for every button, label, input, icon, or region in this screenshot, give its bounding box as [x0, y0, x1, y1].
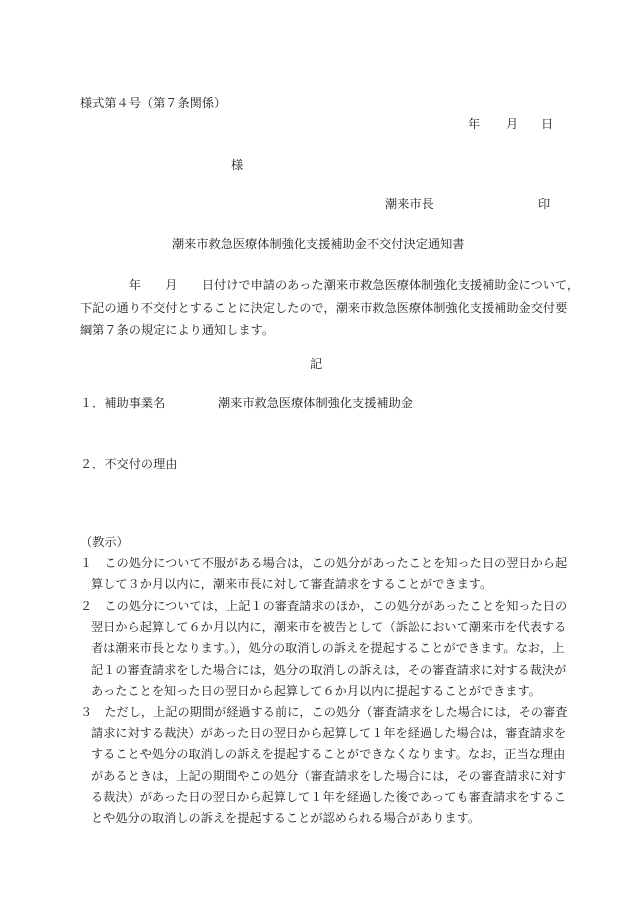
intro-line: 年 月 日付けで申請のあった潮来市救急医療体制強化支援補助金について，: [80, 278, 580, 292]
notice-line: ３ ただし，上記の期間が経過する前に，この処分（審査請求をした場合には，その審査: [80, 705, 568, 719]
notice-line: とや処分の取消しの訴えを提起することが認められる場合があります。: [91, 811, 481, 826]
notice-line: １ この処分について不服がある場合は，この処分があったことを知った日の翌日から起: [80, 556, 568, 570]
item1-value: 潮来市救急医療体制強化支援補助金: [218, 396, 413, 410]
issuer-seal: 印: [538, 197, 551, 211]
notice-line: あったことを知った日の翌日から起算して６か月以内に提起することができます。: [91, 683, 541, 698]
notice-line: ２ この処分については，上記１の審査請求のほか，この処分があったことを知った日の: [80, 599, 568, 613]
notice-line: る裁決）があった日の翌日から起算して１年を経過した後であっても審査請求をするこ: [91, 789, 567, 804]
date-day: 日: [541, 117, 554, 131]
issuer-name: 潮来市長: [385, 197, 434, 211]
notice-item-1: [80, 553, 568, 595]
notice-line: があるときは，上記の期間やこの処分（審査請求をした場合には，その審査請求に対す: [91, 768, 567, 783]
intro-line: 下記の通り不交付とすることに決定したので，潮来市救急医療体制強化支援補助金交付要: [80, 300, 568, 315]
item2-label: ２．不交付の理由: [80, 457, 178, 471]
notice-heading: （教示）: [80, 535, 129, 549]
addressee-suffix: 様: [231, 158, 244, 172]
notice-line: 記１の審査請求をした場合には，処分の取消しの訴えは，その審査請求に対する裁決が: [91, 662, 567, 677]
notice-item-2: [80, 596, 568, 702]
notice-line: 者は潮来市長となります。），処分の取消しの訴えを提起することができます。なお，上: [91, 641, 565, 656]
intro-paragraph: [80, 274, 580, 342]
intro-line: 綱第７条の規定により通知します。: [80, 323, 275, 337]
document-title: 潮来市救急医療体制強化支援補助金不交付決定通知書: [172, 237, 465, 251]
notice-line: 翌日から起算して６か月以内に，潮来市を被告として（訴訟において潮来市を代表する: [91, 620, 567, 635]
date-year: 年: [468, 117, 481, 131]
notice-item-3: [80, 702, 568, 829]
ki-heading: 記: [310, 357, 323, 371]
notice-line: 算して３か月以内に，潮来市長に対して審査請求をすることができます。: [91, 577, 493, 592]
date-month: 月: [506, 117, 519, 131]
item1-label: １．補助事業名: [80, 396, 166, 410]
form-number: 様式第４号（第７条関係）: [80, 96, 227, 110]
notice-line: 請求に対する裁決）があった日の翌日から起算して１年を経過した場合は，審査請求を: [91, 726, 567, 741]
notice-line: することや処分の取消しの訴えを提起することができなくなります。なお，正当な理由: [91, 747, 566, 762]
